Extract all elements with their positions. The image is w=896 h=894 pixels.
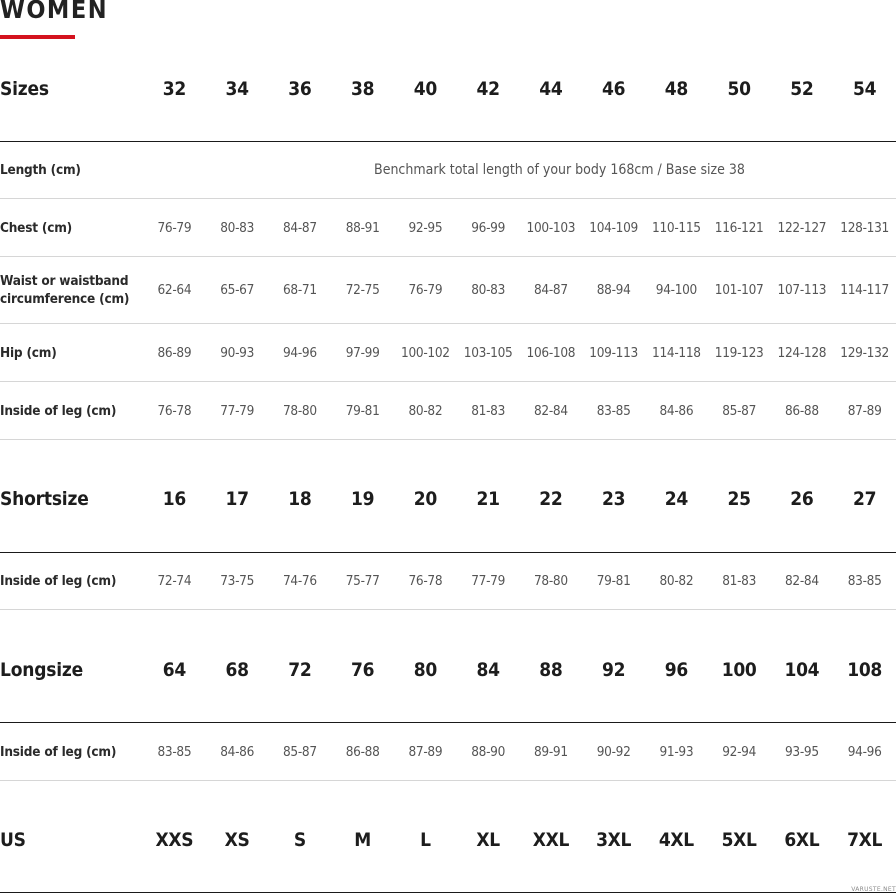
cells: [143, 324, 896, 381]
table-cell: 52: [790, 78, 814, 100]
table-cell: 32: [162, 78, 186, 100]
table-cell: 88: [539, 659, 563, 681]
table-cell: 82-84: [533, 402, 568, 419]
table-cell: 85-87: [722, 402, 757, 419]
table-cell: 119-123: [714, 344, 764, 361]
table-cell: 104: [784, 659, 820, 681]
table-cell: 72: [288, 659, 312, 681]
table-cell: 88-90: [471, 743, 506, 760]
cells: [143, 723, 896, 780]
page-title: WOMEN: [0, 0, 109, 24]
table-cell: 92: [602, 659, 626, 681]
table-cell: 81-83: [722, 573, 757, 589]
table-cell: 76-79: [408, 282, 443, 298]
table-cell: 77-79: [471, 573, 506, 589]
table-cell: 86-89: [157, 344, 192, 361]
us-row: [0, 811, 896, 869]
table-cell: 79-81: [345, 402, 380, 419]
divider: [0, 780, 896, 781]
table-cell: 3XL: [596, 829, 632, 851]
table-cell: 100-102: [401, 344, 450, 361]
table-cell: 7XL: [847, 829, 883, 851]
table-cell: 96-99: [471, 219, 506, 236]
table-cell: S: [293, 829, 306, 851]
table-cell: XXL: [532, 829, 570, 851]
table-cell: 83-85: [596, 402, 631, 419]
table-cell: 48: [664, 78, 688, 100]
table-cell: 86-88: [784, 402, 819, 419]
table-cell: 65-67: [220, 282, 255, 298]
table-cell: 88-94: [596, 282, 631, 298]
cells: [143, 257, 896, 323]
divider: [0, 892, 896, 893]
table-cell: 114-118: [652, 344, 701, 361]
table-cell: 100: [721, 659, 757, 681]
table-cell: 42: [476, 78, 500, 100]
table-cell: 88-91: [345, 219, 380, 236]
table-cell: 83-85: [157, 743, 192, 760]
table-cell: 85-87: [282, 743, 317, 760]
table-cell: 106-108: [526, 344, 576, 361]
table-cell: 103-105: [463, 344, 513, 361]
table-cell: 21: [476, 488, 500, 510]
table-cell: 81-83: [471, 402, 506, 419]
table-cell: 110-115: [652, 219, 701, 236]
table-cell: 18: [288, 488, 312, 510]
title-underline: [0, 35, 75, 39]
table-cell: 76-78: [408, 573, 443, 589]
table-cell: 116-121: [714, 219, 764, 236]
row-label: Inside of leg (cm): [0, 743, 117, 760]
length-row: [0, 142, 896, 198]
table-cell: 74-76: [282, 573, 317, 589]
table-cell: 80-83: [471, 282, 506, 298]
table-cell: 27: [853, 488, 877, 510]
table-cell: 104-109: [589, 219, 638, 236]
row-label: Chest (cm): [0, 219, 73, 236]
table-cell: 24: [664, 488, 688, 510]
table-cell: 46: [602, 78, 626, 100]
table-cell: 78-80: [533, 573, 568, 589]
row-label: Length (cm): [0, 162, 81, 178]
table-cell: 108: [847, 659, 883, 681]
table-cell: 122-127: [777, 219, 827, 236]
row-label-line: circumference (cm): [0, 291, 130, 307]
divider: [0, 439, 896, 440]
table-cell: 54: [853, 78, 877, 100]
row-label: Longsize: [0, 659, 84, 681]
table-cell: 93-95: [784, 743, 819, 760]
table-cell: 76: [351, 659, 375, 681]
benchmark-note: Benchmark total length of your body 168cm / Base size 38: [374, 162, 745, 178]
table-cell: 92-94: [722, 743, 757, 760]
table-cell: 73-75: [220, 573, 255, 589]
shortsize-row: [0, 470, 896, 528]
table-cell: 4XL: [658, 829, 694, 851]
shortsize-leg-row: [0, 553, 896, 609]
table-cell: 44: [539, 78, 563, 100]
table-cell: 64: [162, 659, 186, 681]
table-cell: 94-96: [282, 344, 317, 361]
table-cell: XXS: [155, 829, 194, 851]
table-cell: 80-82: [408, 402, 443, 419]
table-cell: 68: [225, 659, 249, 681]
table-cell: 68-71: [282, 282, 317, 298]
divider: [0, 609, 896, 610]
table-cell: 36: [288, 78, 312, 100]
table-cell: 94-100: [655, 282, 697, 298]
table-cell: 90-93: [220, 344, 255, 361]
table-cell: 22: [539, 488, 563, 510]
table-cell: 84: [476, 659, 500, 681]
table-cell: 86-88: [345, 743, 380, 760]
table-cell: 84-87: [533, 282, 568, 298]
sizes-row: [0, 60, 896, 118]
row-label: Sizes: [0, 78, 49, 100]
table-cell: 78-80: [282, 402, 317, 419]
table-cell: 77-79: [220, 402, 255, 419]
chest-row: [0, 199, 896, 256]
table-cell: M: [354, 829, 371, 851]
table-cell: 101-107: [714, 282, 764, 298]
table-cell: 50: [727, 78, 751, 100]
table-cell: 38: [351, 78, 375, 100]
table-cell: 5XL: [721, 829, 757, 851]
table-cell: 87-89: [847, 402, 882, 419]
row-label: Inside of leg (cm): [0, 573, 117, 589]
table-cell: 76-79: [157, 219, 192, 236]
table-cell: 83-85: [847, 573, 882, 589]
table-cell: L: [420, 829, 431, 851]
table-cell: 91-93: [659, 743, 694, 760]
table-cell: 17: [225, 488, 249, 510]
table-cell: 107-113: [777, 282, 827, 298]
cells: [143, 641, 896, 699]
table-cell: 23: [602, 488, 626, 510]
row-label: Shortsize: [0, 488, 89, 510]
table-cell: 97-99: [345, 344, 380, 361]
table-cell: 16: [162, 488, 186, 510]
cells: [143, 470, 896, 528]
table-cell: 90-92: [596, 743, 631, 760]
table-cell: 100-103: [526, 219, 576, 236]
table-cell: 72-75: [345, 282, 380, 298]
table-cell: 84-87: [282, 219, 317, 236]
watermark: VARUSTE.NET: [851, 886, 896, 893]
table-cell: 25: [727, 488, 751, 510]
table-cell: 87-89: [408, 743, 443, 760]
table-cell: 80-82: [659, 573, 694, 589]
cells: [143, 811, 896, 869]
table-cell: 75-77: [345, 573, 380, 589]
table-cell: 128-131: [840, 219, 889, 236]
table-cell: 89-91: [533, 743, 568, 760]
table-cell: 84-86: [659, 402, 694, 419]
cells: [143, 199, 896, 256]
table-cell: XS: [224, 829, 250, 851]
table-cell: 129-132: [840, 344, 889, 361]
table-cell: 62-64: [157, 282, 192, 298]
table-cell: 76-78: [157, 402, 192, 419]
row-label-line: Waist or waistband: [0, 273, 129, 289]
inside-leg-row: [0, 382, 896, 439]
table-cell: 40: [413, 78, 437, 100]
cells: [143, 60, 896, 118]
cells: [143, 382, 896, 439]
table-cell: 20: [413, 488, 437, 510]
longsize-row: [0, 641, 896, 699]
table-cell: 72-74: [157, 573, 192, 589]
row-label: [0, 257, 129, 323]
row-label: Hip (cm): [0, 344, 57, 361]
table-cell: 34: [225, 78, 249, 100]
table-cell: 6XL: [784, 829, 820, 851]
longsize-leg-row: [0, 723, 896, 780]
table-cell: 80: [413, 659, 437, 681]
cells: [143, 553, 896, 609]
table-cell: 96: [664, 659, 688, 681]
table-cell: 79-81: [596, 573, 631, 589]
table-cell: 92-95: [408, 219, 443, 236]
table-cell: 114-117: [840, 282, 889, 298]
table-cell: 19: [351, 488, 375, 510]
table-cell: 26: [790, 488, 814, 510]
table-cell: 109-113: [589, 344, 638, 361]
table-cell: 80-83: [220, 219, 255, 236]
table-cell: XL: [476, 829, 500, 851]
waist-row: [0, 257, 896, 323]
row-label: Inside of leg (cm): [0, 402, 117, 419]
table-cell: 124-128: [777, 344, 827, 361]
table-cell: 84-86: [220, 743, 255, 760]
table-cell: 94-96: [847, 743, 882, 760]
table-cell: 82-84: [784, 573, 819, 589]
row-label: US: [0, 829, 26, 851]
hip-row: [0, 324, 896, 381]
